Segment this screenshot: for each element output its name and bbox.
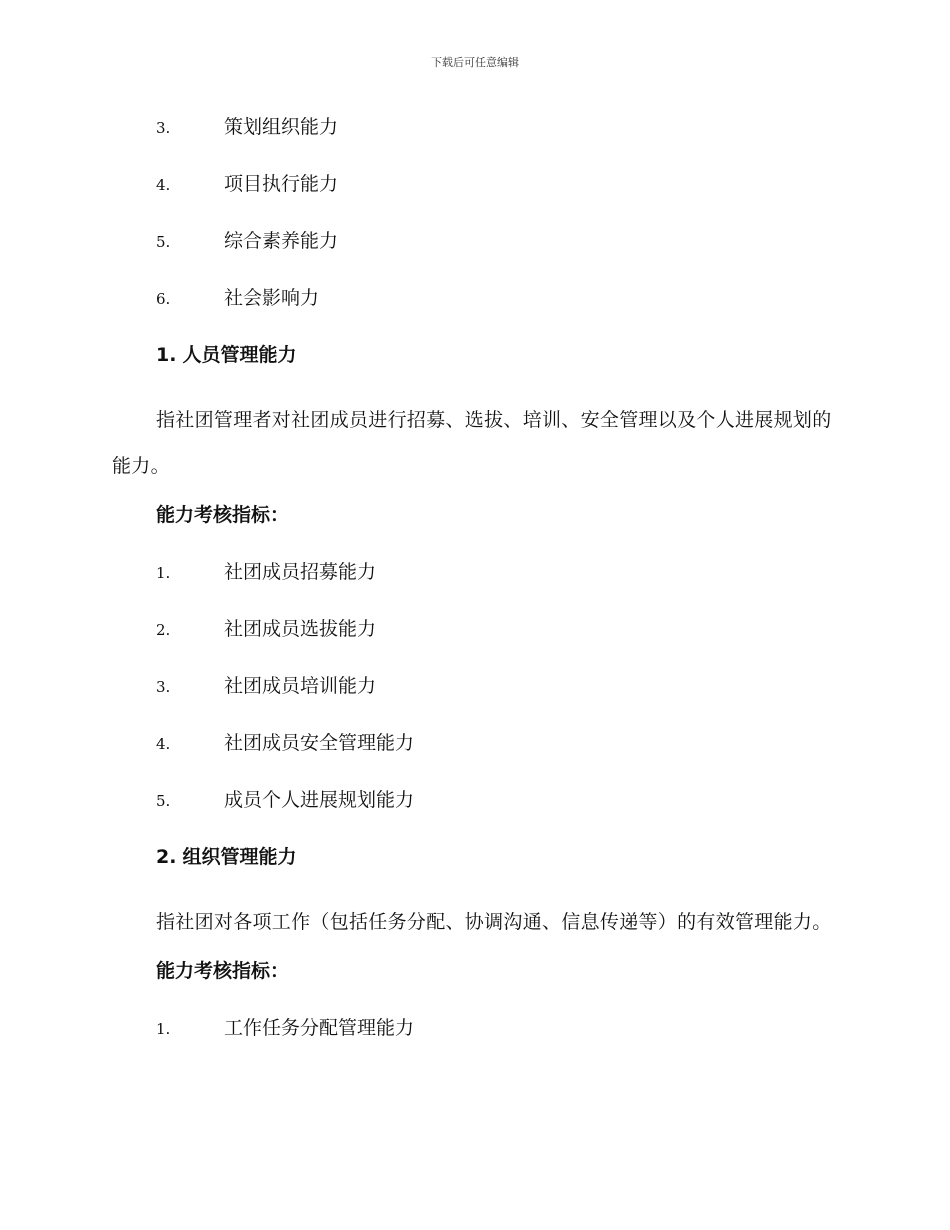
list-item — [112, 226, 838, 283]
list-number: 2. — [156, 621, 171, 639]
list-item — [112, 785, 838, 842]
section-title: 人员管理能力 — [182, 344, 297, 366]
list-item — [112, 112, 838, 169]
section-heading — [112, 842, 838, 899]
list-number: 4. — [156, 735, 171, 753]
section-number: 2. — [156, 846, 177, 868]
list-item — [112, 614, 838, 671]
list-text: 社团成员安全管理能力 — [224, 732, 415, 754]
section-heading — [112, 340, 838, 397]
list-text: 社团成员招募能力 — [224, 561, 377, 583]
list-text: 策划组织能力 — [224, 116, 339, 138]
list-number: 6. — [156, 290, 171, 308]
list-number: 3. — [156, 119, 171, 137]
page-header: 下载后可任意编辑 — [431, 56, 519, 69]
list-text: 成员个人进展规划能力 — [224, 789, 415, 811]
list-number: 4. — [156, 176, 171, 194]
list-text: 社会影响力 — [224, 287, 320, 309]
list-number: 3. — [156, 678, 171, 696]
list-item — [112, 557, 838, 614]
list-item — [112, 1013, 838, 1070]
list-number: 1. — [156, 1020, 171, 1038]
list-text: 项目执行能力 — [224, 173, 339, 195]
list-item — [112, 728, 838, 785]
list-number: 1. — [156, 564, 171, 582]
list-text: 社团成员选拔能力 — [224, 618, 377, 640]
list-number: 5. — [156, 792, 171, 810]
indicator-heading: 能力考核指标： — [156, 504, 290, 526]
indicator-heading: 能力考核指标： — [156, 960, 290, 982]
section-number: 1. — [156, 344, 177, 366]
list-item — [112, 283, 838, 340]
list-text: 工作任务分配管理能力 — [224, 1017, 415, 1039]
list-number: 5. — [156, 233, 171, 251]
section-paragraph: 指社团管理者对社团成员进行招募、选拔、培训、安全管理以及个人进展规划的能力。 — [112, 409, 832, 477]
list-text: 综合素养能力 — [224, 230, 339, 252]
section-title: 组织管理能力 — [182, 846, 297, 868]
document-body — [112, 112, 838, 1070]
list-item — [112, 169, 838, 226]
list-item — [112, 671, 838, 728]
list-text: 社团成员培训能力 — [224, 675, 377, 697]
section-paragraph: 指社团对各项工作（包括任务分配、协调沟通、信息传递等）的有效管理能力。 — [156, 911, 832, 933]
